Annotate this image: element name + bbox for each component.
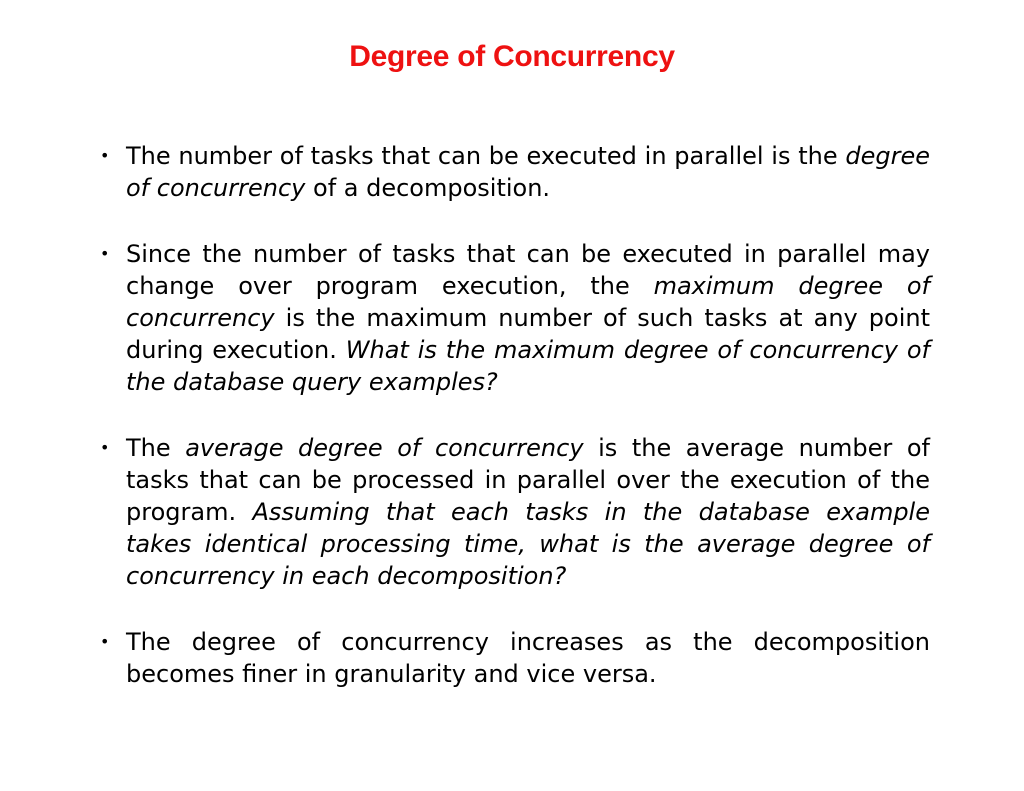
bullet-text: The degree of concurrency increases as the decomposition becomes finer in granularity and vice versa.	[126, 628, 930, 688]
bullet-average-degree	[100, 432, 930, 592]
bullet-dot-icon: •	[100, 146, 110, 165]
emphasized-term: maximum degree of concurrency	[126, 272, 930, 332]
bullet-dot-icon: •	[100, 438, 110, 457]
slide-title: Degree of Concurrency	[349, 40, 675, 73]
emphasized-term: average degree of concurrency	[185, 434, 584, 462]
bullet-list	[100, 140, 930, 724]
bullet-text: of a decomposition.	[305, 174, 551, 202]
bullet-text: The	[126, 434, 186, 462]
emphasized-term: degree of concurrency	[126, 142, 930, 202]
bullet-text: Since the number of tasks that can be executed in parallel may change over program execution, the	[126, 240, 930, 300]
bullet-granularity	[100, 626, 930, 690]
bullet-text: The number of tasks that can be executed in parallel is the	[126, 142, 846, 170]
question-text: Assuming that each tasks in the database example takes identical processing time, what is the average degree of concurrency in each decomposition?	[126, 498, 930, 590]
bullet-degree-definition	[100, 140, 930, 204]
bullet-dot-icon: •	[100, 244, 110, 263]
question-text: What is the maximum degree of concurrency of the database query examples?	[126, 336, 931, 396]
bullet-dot-icon: •	[100, 632, 110, 651]
bullet-text: is the average number of tasks that can be processed in parallel over the execution of the program.	[126, 434, 930, 526]
bullet-text: is the maximum number of such tasks at any point during execution.	[126, 304, 930, 364]
bullet-maximum-degree	[100, 238, 930, 398]
